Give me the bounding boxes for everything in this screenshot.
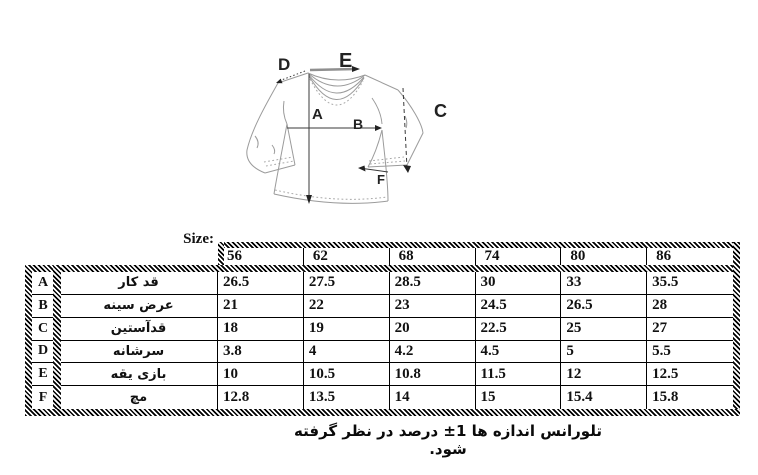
size-header-row [218, 248, 733, 265]
measure-label-c: C [434, 101, 447, 121]
size-caption: Size: [183, 231, 214, 247]
row-label-fa: قد کار [60, 272, 218, 295]
size-header-cell: 74 [476, 248, 562, 265]
cell-value: 25 [561, 318, 647, 341]
cell-value: 22 [304, 295, 390, 318]
measure-label-b: B [353, 116, 364, 132]
measure-label-f: F [377, 172, 385, 187]
size-table [25, 242, 740, 416]
cell-value: 23 [390, 295, 476, 318]
row-letter: E [32, 363, 60, 386]
row-label-fa: عرض سینه [60, 295, 218, 318]
row-letter: F [38, 389, 48, 405]
cell-value: 11.5 [476, 363, 562, 386]
size-header-cell: 80 [561, 248, 647, 265]
shirt-sketch [247, 73, 423, 203]
cell-value: 28.5 [390, 272, 476, 295]
cell-value: 5 [561, 341, 647, 364]
cell-value: 26.5 [561, 295, 647, 318]
cell-value: 15.8 [652, 389, 679, 406]
hatch-border-right [733, 242, 740, 416]
cell-value: 5.5 [647, 341, 733, 364]
size-header-cell: 68 [390, 248, 476, 265]
row-letter: A [32, 272, 60, 295]
cell-value: 24.5 [476, 295, 562, 318]
measure-label-a: A [312, 106, 323, 123]
row-label-fa: بازی یقه [60, 363, 218, 386]
cell-value: 27.5 [304, 272, 390, 295]
cell-value: 20 [390, 318, 476, 341]
cell-value: 12.8 [218, 386, 304, 409]
hatch-border-bottom [25, 409, 740, 416]
cell-value: 30 [476, 272, 562, 295]
row-label-fa: سرشانه [60, 341, 218, 364]
cell-value: 10 [218, 363, 304, 386]
cell-value: 13.5 [304, 386, 390, 409]
cell-value: 14 [390, 386, 476, 409]
size-header-cell: 62 [304, 248, 390, 265]
garment-diagram [232, 6, 498, 228]
row-label-fa: قدآستین [60, 318, 218, 341]
cell-value: 4.5 [476, 341, 562, 364]
cell-value: 4.2 [390, 341, 476, 364]
cell-value: 33 [561, 272, 647, 295]
cell-value: 27 [647, 318, 733, 341]
hatch-border-letter-divider [53, 265, 61, 416]
tolerance-note: تلورانس اندازه ها 1± درصد در نظر گرفته شود. [294, 422, 602, 458]
size-header-cell: 56 [218, 248, 304, 265]
row-letter: D [32, 341, 60, 364]
measure-label-d: D [278, 55, 291, 74]
cell-value: 19 [304, 318, 390, 341]
cell-value: 35.5 [647, 272, 733, 295]
cell-value: 15 [476, 386, 562, 409]
cell-value: 12.5 [647, 363, 733, 386]
hatch-border-header-left [218, 242, 224, 265]
cell-value: 22.5 [476, 318, 562, 341]
hatch-border-left [25, 265, 32, 416]
cell-value: 26.5 [218, 272, 304, 295]
row-letter: B [32, 295, 60, 318]
hatch-border-body-top [25, 265, 740, 272]
hatch-border-header-top [218, 242, 740, 248]
cell-value: 12 [561, 363, 647, 386]
cell-value: 10.5 [304, 363, 390, 386]
cell-value: 21 [218, 295, 304, 318]
size-table-body [32, 272, 733, 409]
measure-label-e: E [339, 50, 353, 72]
cell-value: 28 [647, 295, 733, 318]
row-label-fa: مچ [60, 386, 218, 409]
cell-value: 3.8 [218, 341, 304, 364]
row-letter: C [32, 318, 60, 341]
cell-value: 10.8 [390, 363, 476, 386]
size-header-cell: 86 [656, 248, 672, 264]
cell-value: 18 [218, 318, 304, 341]
cell-value: 4 [304, 341, 390, 364]
cell-value: 15.4 [561, 386, 647, 409]
